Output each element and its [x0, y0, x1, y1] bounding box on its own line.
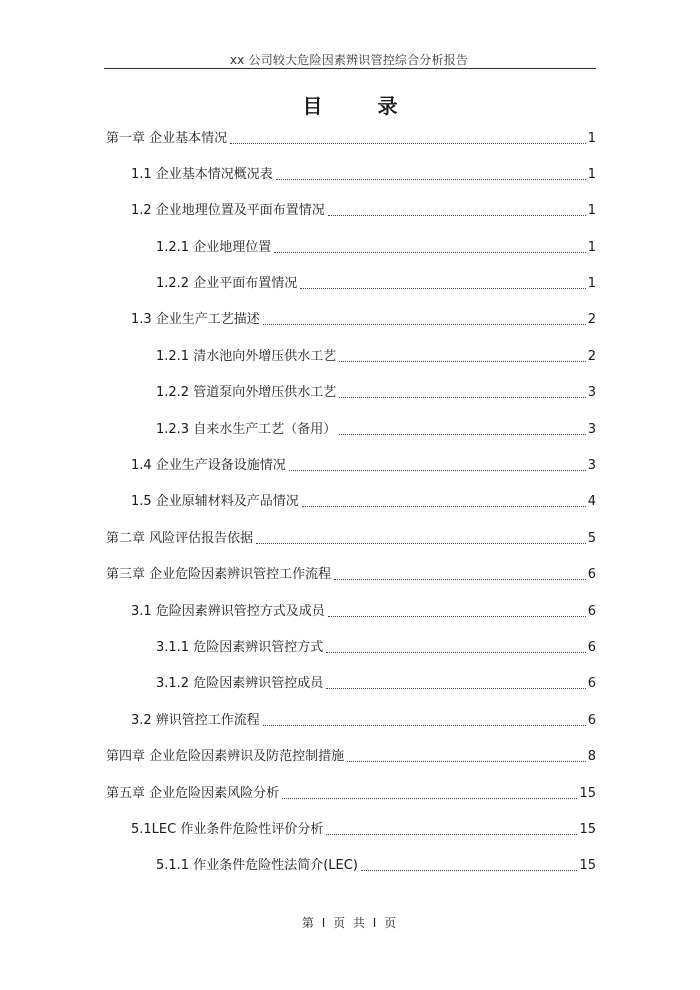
toc-dot-leader: [339, 361, 586, 362]
toc-page-number: 5: [587, 531, 596, 546]
toc-entry-1-2[interactable]: [131, 196, 596, 220]
toc-page-number: 6: [587, 640, 596, 655]
toc-page-number: 3: [587, 385, 596, 400]
header-rule: [104, 68, 596, 69]
toc-entry-chapter-1[interactable]: [106, 124, 596, 148]
toc-entry-5-1[interactable]: [131, 815, 596, 839]
toc-dot-leader: [289, 470, 586, 471]
toc-dot-leader: [263, 324, 586, 325]
toc-entry-3-1[interactable]: [131, 597, 596, 621]
toc-entry-label: 5.1.1 作业条件危险性法简介(LEC): [156, 858, 358, 873]
toc-page-number: 6: [587, 676, 596, 691]
toc-page-number: 3: [587, 458, 596, 473]
toc-dot-leader: [276, 179, 586, 180]
toc-dot-leader: [300, 288, 586, 289]
toc-entry-label: 1.2.1 企业地理位置: [156, 240, 272, 255]
toc-dot-leader: [361, 870, 578, 871]
toc-entry-1-3-1[interactable]: [156, 342, 596, 366]
toc-dot-leader: [339, 434, 586, 435]
toc-page-number: 1: [587, 276, 596, 291]
toc-entry-label: 第二章 风险评估报告依据: [106, 531, 254, 546]
toc-page-number: 4: [587, 494, 596, 509]
toc-entry-1-3-2[interactable]: [156, 378, 596, 402]
toc-dot-leader: [263, 725, 586, 726]
toc-entry-chapter-4[interactable]: [106, 742, 596, 766]
toc-entry-label: 1.2.2 管道泵向外增压供水工艺: [156, 385, 337, 400]
toc-page-number: 8: [587, 749, 596, 764]
toc-entry-chapter-5[interactable]: [106, 779, 596, 803]
toc-page-number: 2: [587, 349, 596, 364]
toc-entry-label: 3.1.1 危险因素辨识管控方式: [156, 640, 324, 655]
toc-entry-label: 1.3 企业生产工艺描述: [131, 312, 260, 327]
toc-page-number: 6: [587, 713, 596, 728]
toc-page-number: 6: [587, 567, 596, 582]
toc-page-number: 15: [579, 858, 596, 873]
toc-entry-label: 第一章 企业基本情况: [106, 131, 228, 146]
toc-entry-1-5[interactable]: [131, 487, 596, 511]
toc-entry-label: 3.2 辨识管控工作流程: [131, 713, 260, 728]
toc-dot-leader: [274, 252, 586, 253]
toc-entry-label: 5.1LEC 作业条件危险性评价分析: [131, 822, 324, 837]
toc-dot-leader: [328, 616, 586, 617]
toc-dot-leader: [302, 506, 586, 507]
toc-dot-leader: [347, 761, 586, 762]
toc-dot-leader: [326, 834, 577, 835]
toc-entry-label: 1.2.3 自来水生产工艺（备用）: [156, 422, 337, 437]
toc-dot-leader: [282, 798, 577, 799]
toc-page-number: 1: [587, 203, 596, 218]
toc-dot-leader: [339, 397, 586, 398]
toc-entry-label: 1.1 企业基本情况概况表: [131, 167, 273, 182]
toc-dot-leader: [256, 543, 586, 544]
running-header: xx 公司较大危险因素辨识管控综合分析报告: [229, 53, 469, 67]
toc-entry-1-4[interactable]: [131, 451, 596, 475]
toc-entry-label: 3.1 危险因素辨识管控方式及成员: [131, 604, 325, 619]
toc-entry-5-1-1[interactable]: [156, 851, 596, 875]
toc-dot-leader: [326, 652, 586, 653]
toc-page-number: 1: [587, 167, 596, 182]
toc-title: 目 录: [302, 94, 422, 118]
toc-entry-chapter-2[interactable]: [106, 524, 596, 548]
toc-dot-leader: [326, 688, 586, 689]
toc-entry-label: 3.1.2 危险因素辨识管控成员: [156, 676, 324, 691]
toc-page-number: 1: [587, 131, 596, 146]
toc-entry-1-1[interactable]: [131, 160, 596, 184]
toc-entry-label: 第三章 企业危险因素辨识管控工作流程: [106, 567, 332, 582]
toc-entry-label: 1.2.2 企业平面布置情况: [156, 276, 298, 291]
toc-entry-1-3[interactable]: [131, 305, 596, 329]
toc-page-number: 15: [579, 822, 596, 837]
toc-entry-label: 1.2.1 清水池向外增压供水工艺: [156, 349, 337, 364]
toc-entry-3-2[interactable]: [131, 706, 596, 730]
toc-dot-leader: [230, 143, 586, 144]
toc-entry-3-1-2[interactable]: [156, 669, 596, 693]
toc-entry-label: 1.2 企业地理位置及平面布置情况: [131, 203, 325, 218]
toc-entry-label: 第四章 企业危险因素辨识及防范控制措施: [106, 749, 345, 764]
toc-page-number: 1: [587, 240, 596, 255]
toc-entry-label: 第五章 企业危险因素风险分析: [106, 786, 280, 801]
toc-dot-leader: [328, 215, 586, 216]
toc-entry-1-2-1[interactable]: [156, 233, 596, 257]
toc-entry-3-1-1[interactable]: [156, 633, 596, 657]
toc-page-number: 15: [579, 786, 596, 801]
toc-entry-label: 1.4 企业生产设备设施情况: [131, 458, 286, 473]
page-footer: 第 I 页 共 I 页: [301, 916, 399, 930]
toc-page-number: 3: [587, 422, 596, 437]
toc-dot-leader: [334, 579, 586, 580]
toc-entry-chapter-3[interactable]: [106, 560, 596, 584]
toc-page-number: 2: [587, 312, 596, 327]
toc-entry-1-3-3[interactable]: [156, 415, 596, 439]
toc-entry-1-2-2[interactable]: [156, 269, 596, 293]
toc-entry-label: 1.5 企业原辅材料及产品情况: [131, 494, 299, 509]
toc-page-number: 6: [587, 604, 596, 619]
